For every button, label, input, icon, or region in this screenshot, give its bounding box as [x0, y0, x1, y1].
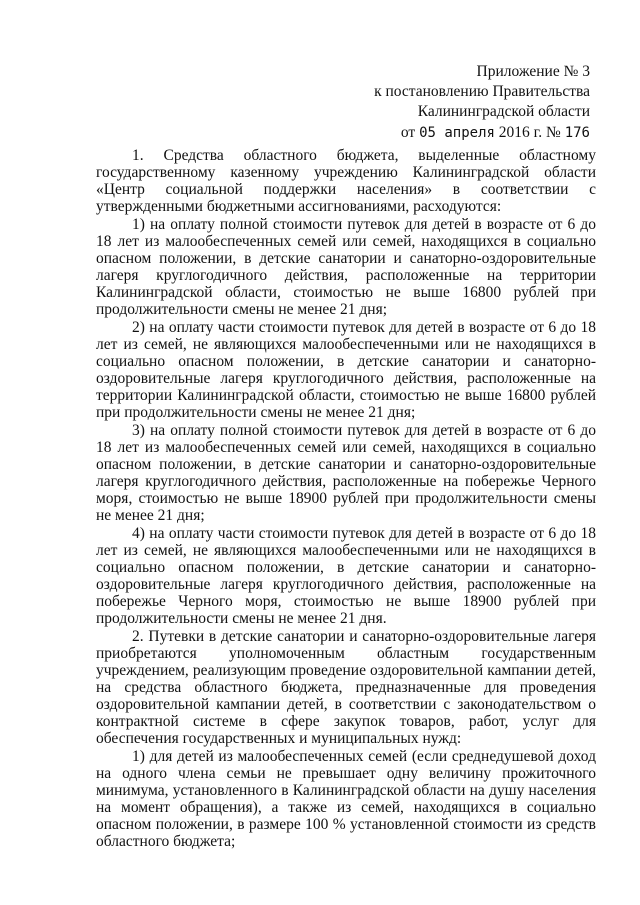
- annex-year: 2016 г. №: [498, 124, 561, 141]
- paragraph-1-2: 2) на оплату части стоимости путевок для детей в возрасте от 6 до 18 лет из семей, не являющихся малообеспеченными или не находящихся в социально опасном положении, в детские санатории и санаторно-оздоровительные лагеря круглогодичного действия, расположенные на территории Калининградской области, стоимостью не выше 16800 рублей при продолжительности смены не менее 21 дня;: [96, 319, 596, 421]
- paragraph-1: 1. Средства областного бюджета, выделенные областному государственному казенному учреждению Калининградской области «Центр социальной поддержки населения» в соответствии с утвержденными бюджетными ассигнованиями, расходуются:: [96, 147, 596, 215]
- annex-title: Приложение № 3: [476, 63, 590, 80]
- annex-date: 05 апреля: [419, 125, 495, 141]
- annex-header: [330, 62, 590, 143]
- annex-line-2: к постановлению Правительства: [374, 83, 590, 100]
- annex-line-3: Калининградской области: [417, 103, 590, 120]
- annex-reference: [330, 123, 590, 143]
- document-body: [96, 147, 596, 851]
- annex-number: 176: [564, 125, 590, 141]
- paragraph-2-1: 1) для детей из малообеспеченных семей (если среднедушевой доход на одного члена семьи не превышает одну величину прожиточного минимума, установленного в Калининградской области на душу населения на момент обращения), а также из семей, находящихся в социально опасном положении, в размере 100 % установленной стоимости из средств областного бюджета;: [96, 748, 596, 850]
- paragraph-1-4: 4) на оплату части стоимости путевок для детей в возрасте от 6 до 18 лет из семей, не являющихся малообеспеченными или не находящихся в социально опасном положении, в детские санатории и санаторно-оздоровительные лагеря круглогодичного действия, расположенные на побережье Черного моря, стоимостью не выше 18900 рублей при продолжительности смены не менее 21 дня.: [96, 525, 596, 627]
- paragraph-1-3: 3) на оплату полной стоимости путевок для детей в возрасте от 6 до 18 лет из малообеспеченных семей или семей, находящихся в социально опасном положении, в детские санатории и санаторно-оздоровительные лагеря круглогодичного действия, расположенные на побережье Черного моря, стоимостью не выше 18900 рублей при продолжительности смены не менее 21 дня;: [96, 422, 596, 524]
- date-prefix: от: [400, 124, 416, 141]
- paragraph-1-1: 1) на оплату полной стоимости путевок для детей в возрасте от 6 до 18 лет из малообеспеченных семей или семей, находящихся в социально опасном положении, в детские санатории и санаторно-оздоровительные лагеря круглогодичного действия, расположенные на территории Калининградской области, стоимостью не выше 16800 рублей при продолжительности смены не менее 21 дня;: [96, 216, 596, 318]
- paragraph-2: 2. Путевки в детские санатории и санаторно-оздоровительные лагеря приобретаются уполномоченным областным государственным учреждением, реализующим проведение оздоровительной кампании детей, на средства областного бюджета, предназначенные для проведения оздоровительной кампании детей, в соответствии с законодательством о контрактной системе в сфере закупок товаров, работ, услуг для обеспечения государственных и муниципальных нужд:: [96, 628, 596, 747]
